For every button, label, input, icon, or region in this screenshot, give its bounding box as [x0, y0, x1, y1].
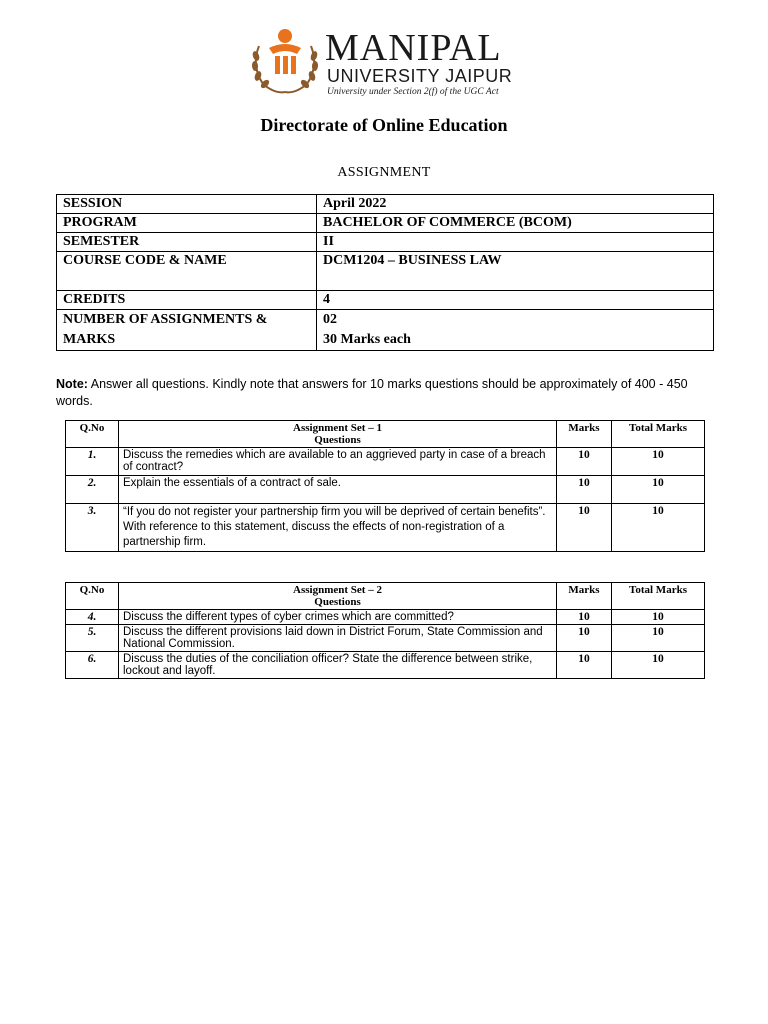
- question-marks: 10: [557, 625, 612, 652]
- info-value-line1: 02: [323, 312, 337, 327]
- info-row-credits: [57, 291, 714, 310]
- seal-icon: [247, 26, 323, 98]
- info-row-assignments: [57, 310, 714, 351]
- question-total: 10: [612, 504, 705, 552]
- col-questions: [119, 421, 557, 448]
- table-row: [66, 504, 705, 552]
- question-number: 4.: [66, 610, 119, 625]
- info-row-semester: [57, 233, 714, 252]
- page-subtitle: ASSIGNMENT: [337, 165, 431, 180]
- info-value-line2: 30 Marks each: [323, 332, 411, 347]
- info-value: 4: [317, 291, 714, 310]
- question-number: 1.: [66, 448, 119, 476]
- col-qno: Q.No: [66, 421, 119, 448]
- university-logo: [247, 26, 537, 98]
- info-row-program: [57, 214, 714, 233]
- info-key: COURSE CODE & NAME: [57, 252, 317, 291]
- set-title: Assignment Set – 1: [293, 422, 382, 434]
- question-marks: 10: [557, 476, 612, 504]
- table-row: [66, 476, 705, 504]
- note-paragraph: [56, 376, 726, 410]
- table-row: [66, 625, 705, 652]
- col-qno: Q.No: [66, 583, 119, 610]
- col-questions: [119, 583, 557, 610]
- info-value: April 2022: [317, 195, 714, 214]
- question-number: 3.: [66, 504, 119, 552]
- set-title: Assignment Set – 2: [293, 584, 382, 596]
- set-subtitle: Questions: [314, 596, 361, 608]
- info-key-line1: NUMBER OF ASSIGNMENTS &: [63, 312, 268, 327]
- note-label: Note:: [56, 377, 88, 391]
- question-number: 5.: [66, 625, 119, 652]
- question-marks: 10: [557, 652, 612, 679]
- assignment-set-1-table: [65, 420, 705, 552]
- question-text: Discuss the different types of cyber crimes which are committed?: [119, 610, 557, 625]
- course-info-table: [56, 194, 714, 351]
- info-key-line2: MARKS: [63, 332, 116, 347]
- info-value: DCM1204 – BUSINESS LAW: [317, 252, 714, 291]
- table-row: [66, 652, 705, 679]
- table-header-row: [66, 421, 705, 448]
- info-key: CREDITS: [57, 291, 317, 310]
- logo-subname: UNIVERSITY JAIPUR: [327, 66, 513, 86]
- info-value: II: [317, 233, 714, 252]
- question-total: 10: [612, 448, 705, 476]
- col-marks: Marks: [557, 583, 612, 610]
- question-marks: 10: [557, 448, 612, 476]
- question-number: 2.: [66, 476, 119, 504]
- info-value: [317, 310, 714, 351]
- question-number: 6.: [66, 652, 119, 679]
- question-text: Discuss the duties of the conciliation officer? State the difference between strike, lockout and layoff.: [119, 652, 557, 679]
- question-text: “If you do not register your partnership firm you will be deprived of certain benefits”. With reference to this statement, discuss the effects of non-registration of a partnership firm.: [119, 504, 557, 552]
- question-text: Explain the essentials of a contract of sale.: [119, 476, 557, 504]
- table-row: [66, 448, 705, 476]
- info-value: BACHELOR OF COMMERCE (BCOM): [317, 214, 714, 233]
- assignment-set-2-table: [65, 582, 705, 679]
- table-header-row: [66, 583, 705, 610]
- info-key: PROGRAM: [57, 214, 317, 233]
- table-row: [66, 610, 705, 625]
- note-text: Answer all questions. Kindly note that answers for 10 marks questions should be approximately of 400 - 450 words.: [56, 377, 688, 408]
- question-text: Discuss the different provisions laid down in District Forum, State Commission and National Commission.: [119, 625, 557, 652]
- info-key: [57, 310, 317, 351]
- col-total-marks: Total Marks: [612, 421, 705, 448]
- info-key: SEMESTER: [57, 233, 317, 252]
- col-marks: Marks: [557, 421, 612, 448]
- info-row-course: [57, 252, 714, 291]
- set-subtitle: Questions: [314, 434, 361, 446]
- info-key: SESSION: [57, 195, 317, 214]
- question-total: 10: [612, 652, 705, 679]
- question-text: Discuss the remedies which are available to an aggrieved party in case of a breach of contract?: [119, 448, 557, 476]
- col-total-marks: Total Marks: [612, 583, 705, 610]
- logo-tagline: University under Section 2(f) of the UGC Act: [327, 87, 499, 97]
- question-total: 10: [612, 625, 705, 652]
- page-title: Directorate of Online Education: [260, 115, 508, 135]
- question-marks: 10: [557, 610, 612, 625]
- info-row-session: [57, 195, 714, 214]
- logo-name: MANIPAL: [325, 27, 502, 69]
- question-marks: 10: [557, 504, 612, 552]
- question-total: 10: [612, 610, 705, 625]
- question-total: 10: [612, 476, 705, 504]
